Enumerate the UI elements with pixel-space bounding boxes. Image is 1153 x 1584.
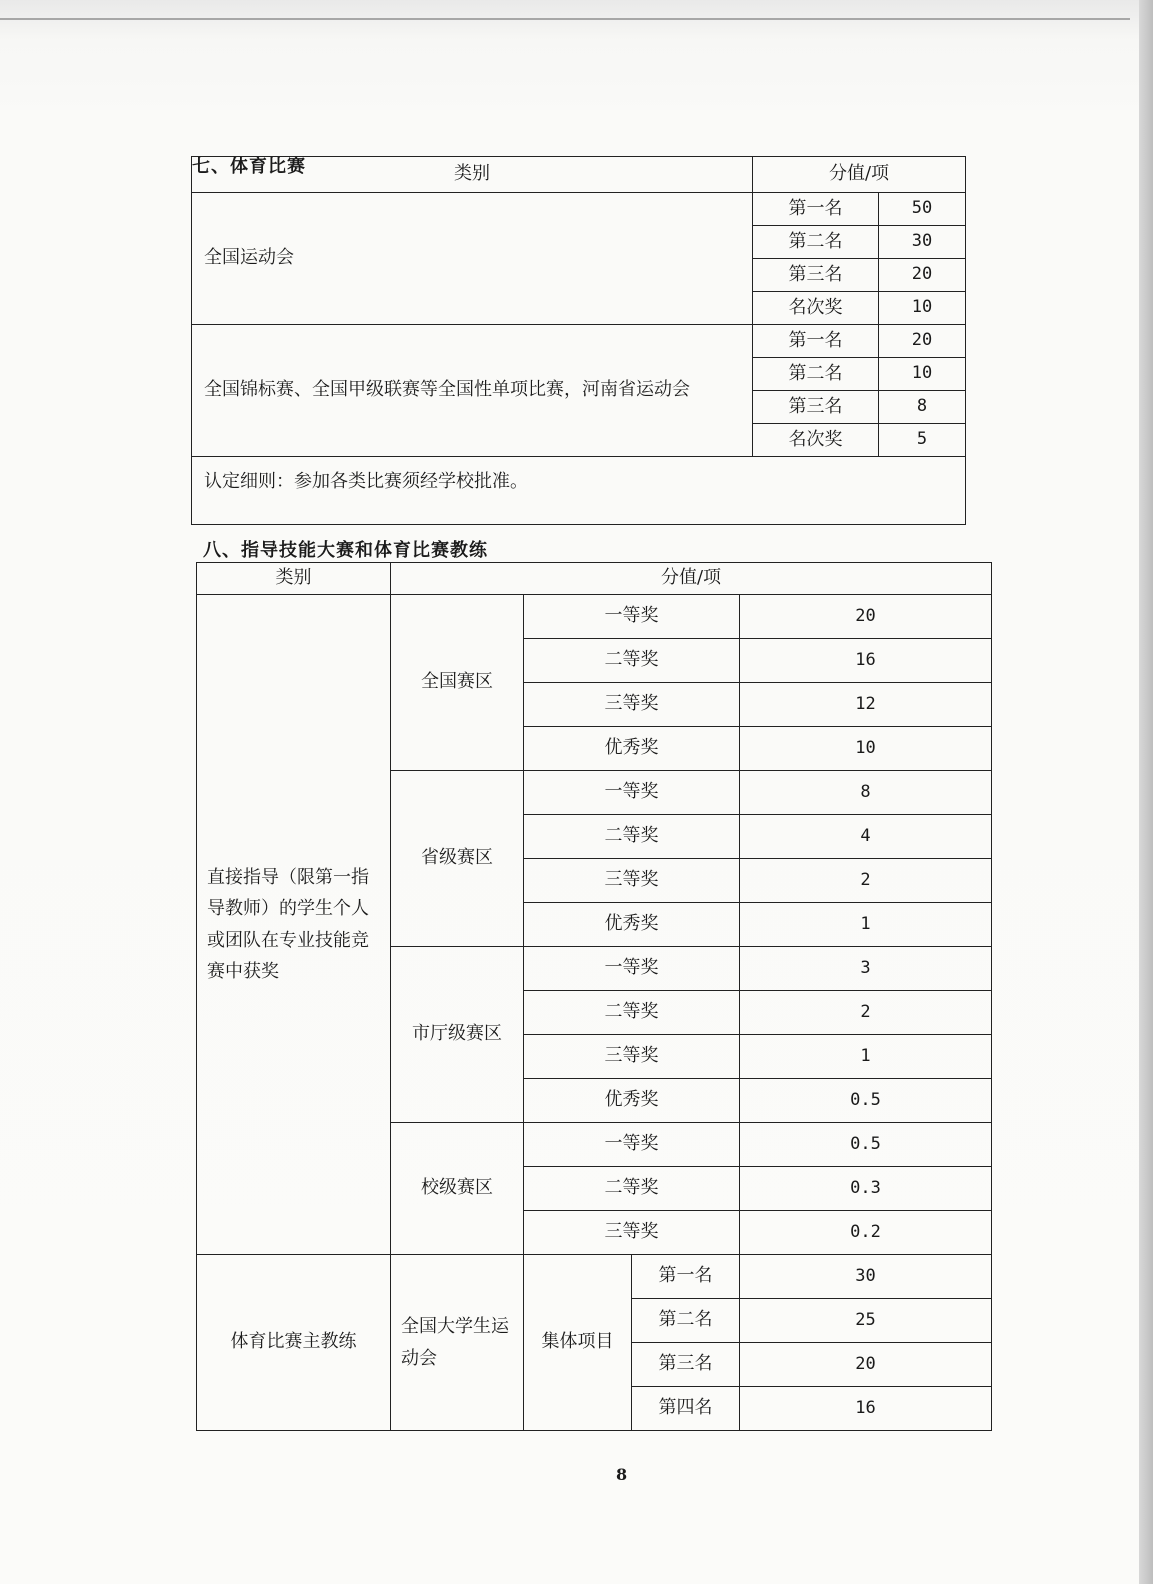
s7-group-1-name: 全国运动会: [192, 193, 753, 325]
s7-g1-r3-rank: 第三名: [753, 259, 879, 292]
section8-title: 八、指导技能大赛和体育比赛教练: [203, 540, 488, 561]
s8-coach-type: 集体项目: [524, 1255, 632, 1431]
s8-coach-r1-score: 30: [740, 1255, 992, 1299]
s8-r0-a2: 二等奖: [524, 639, 740, 683]
s8-header-category: 类别: [197, 563, 391, 595]
s7-g1-r4-rank: 名次奖: [753, 292, 879, 325]
s7-g2-r4-rank: 名次奖: [753, 424, 879, 457]
s8-r2-s4: 0.5: [740, 1079, 992, 1123]
s8-r1-a2: 二等奖: [524, 815, 740, 859]
s8-guidance-name-text: 直接指导（限第一指导教师）的学生个人或团队在专业技能竞赛中获奖: [207, 866, 369, 982]
s8-r0-s2: 16: [740, 639, 992, 683]
s8-r2-s1: 3: [740, 947, 992, 991]
s8-r0-a4: 优秀奖: [524, 727, 740, 771]
s7-header-score: 分值/项: [753, 157, 966, 193]
s7-g1-r2-score: 30: [879, 226, 966, 259]
s7-g1-r1-rank: 第一名: [753, 193, 879, 226]
s8-coach-event-text: 全国大学生运动会: [401, 1316, 509, 1369]
s8-r1-a1: 一等奖: [524, 771, 740, 815]
s8-r3-a1: 一等奖: [524, 1123, 740, 1167]
s7-header-category: 类别: [192, 157, 753, 193]
s8-coach-name: 体育比赛主教练: [197, 1255, 391, 1431]
section8-table: [196, 562, 992, 1431]
s7-g2-r1-score: 20: [879, 325, 966, 358]
s8-r1-a4: 优秀奖: [524, 903, 740, 947]
s7-g2-r2-score: 10: [879, 358, 966, 391]
s7-g2-r4-score: 5: [879, 424, 966, 457]
s8-coach-r2-rank: 第二名: [632, 1299, 740, 1343]
s7-g2-r3-score: 8: [879, 391, 966, 424]
s8-r0-s1: 20: [740, 595, 992, 639]
s8-r2-a1: 一等奖: [524, 947, 740, 991]
s8-r2-a3: 三等奖: [524, 1035, 740, 1079]
s8-region-provincial: 省级赛区: [391, 771, 524, 947]
s7-g1-r1-score: 50: [879, 193, 966, 226]
s8-r2-s2: 2: [740, 991, 992, 1035]
s8-r2-a4: 优秀奖: [524, 1079, 740, 1123]
s7-g2-r1-rank: 第一名: [753, 325, 879, 358]
s8-r1-s4: 1: [740, 903, 992, 947]
s8-header-score: 分值/项: [391, 563, 992, 595]
s8-coach-r3-rank: 第三名: [632, 1343, 740, 1387]
s7-g1-r3-score: 20: [879, 259, 966, 292]
s8-coach-r3-score: 20: [740, 1343, 992, 1387]
section7-table: [191, 156, 966, 525]
s7-g2-r2-rank: 第二名: [753, 358, 879, 391]
s8-coach-r4-score: 16: [740, 1387, 992, 1431]
s8-r1-s3: 2: [740, 859, 992, 903]
page-number: 8: [616, 1465, 628, 1484]
s8-r1-s2: 4: [740, 815, 992, 859]
s8-r0-s4: 10: [740, 727, 992, 771]
s7-g2-r3-rank: 第三名: [753, 391, 879, 424]
s7-g1-r4-score: 10: [879, 292, 966, 325]
s8-r0-s3: 12: [740, 683, 992, 727]
s8-r0-a3: 三等奖: [524, 683, 740, 727]
s7-note: 认定细则：参加各类比赛须经学校批准。: [192, 457, 966, 525]
s8-coach-r2-score: 25: [740, 1299, 992, 1343]
s8-coach-event: [391, 1255, 524, 1431]
s7-group-2-name: 全国锦标赛、全国甲级联赛等全国性单项比赛，河南省运动会: [192, 325, 753, 457]
s8-r1-a3: 三等奖: [524, 859, 740, 903]
s8-r2-a2: 二等奖: [524, 991, 740, 1035]
scan-edge-line: [0, 18, 1130, 20]
s8-region-school: 校级赛区: [391, 1123, 524, 1255]
s8-region-municipal: 市厅级赛区: [391, 947, 524, 1123]
section7-title: 七、体育比赛: [192, 156, 306, 177]
s8-r3-a3: 三等奖: [524, 1211, 740, 1255]
s8-region-national: 全国赛区: [391, 595, 524, 771]
s8-r1-s1: 8: [740, 771, 992, 815]
s8-r3-s3: 0.2: [740, 1211, 992, 1255]
s7-g1-r2-rank: 第二名: [753, 226, 879, 259]
s8-guidance-name: [197, 595, 391, 1255]
s8-r3-a2: 二等奖: [524, 1167, 740, 1211]
s8-r3-s1: 0.5: [740, 1123, 992, 1167]
s8-r3-s2: 0.3: [740, 1167, 992, 1211]
s8-coach-r1-rank: 第一名: [632, 1255, 740, 1299]
s8-coach-r4-rank: 第四名: [632, 1387, 740, 1431]
s8-r2-s3: 1: [740, 1035, 992, 1079]
scan-right-edge: [1139, 0, 1153, 1584]
s8-r0-a1: 一等奖: [524, 595, 740, 639]
